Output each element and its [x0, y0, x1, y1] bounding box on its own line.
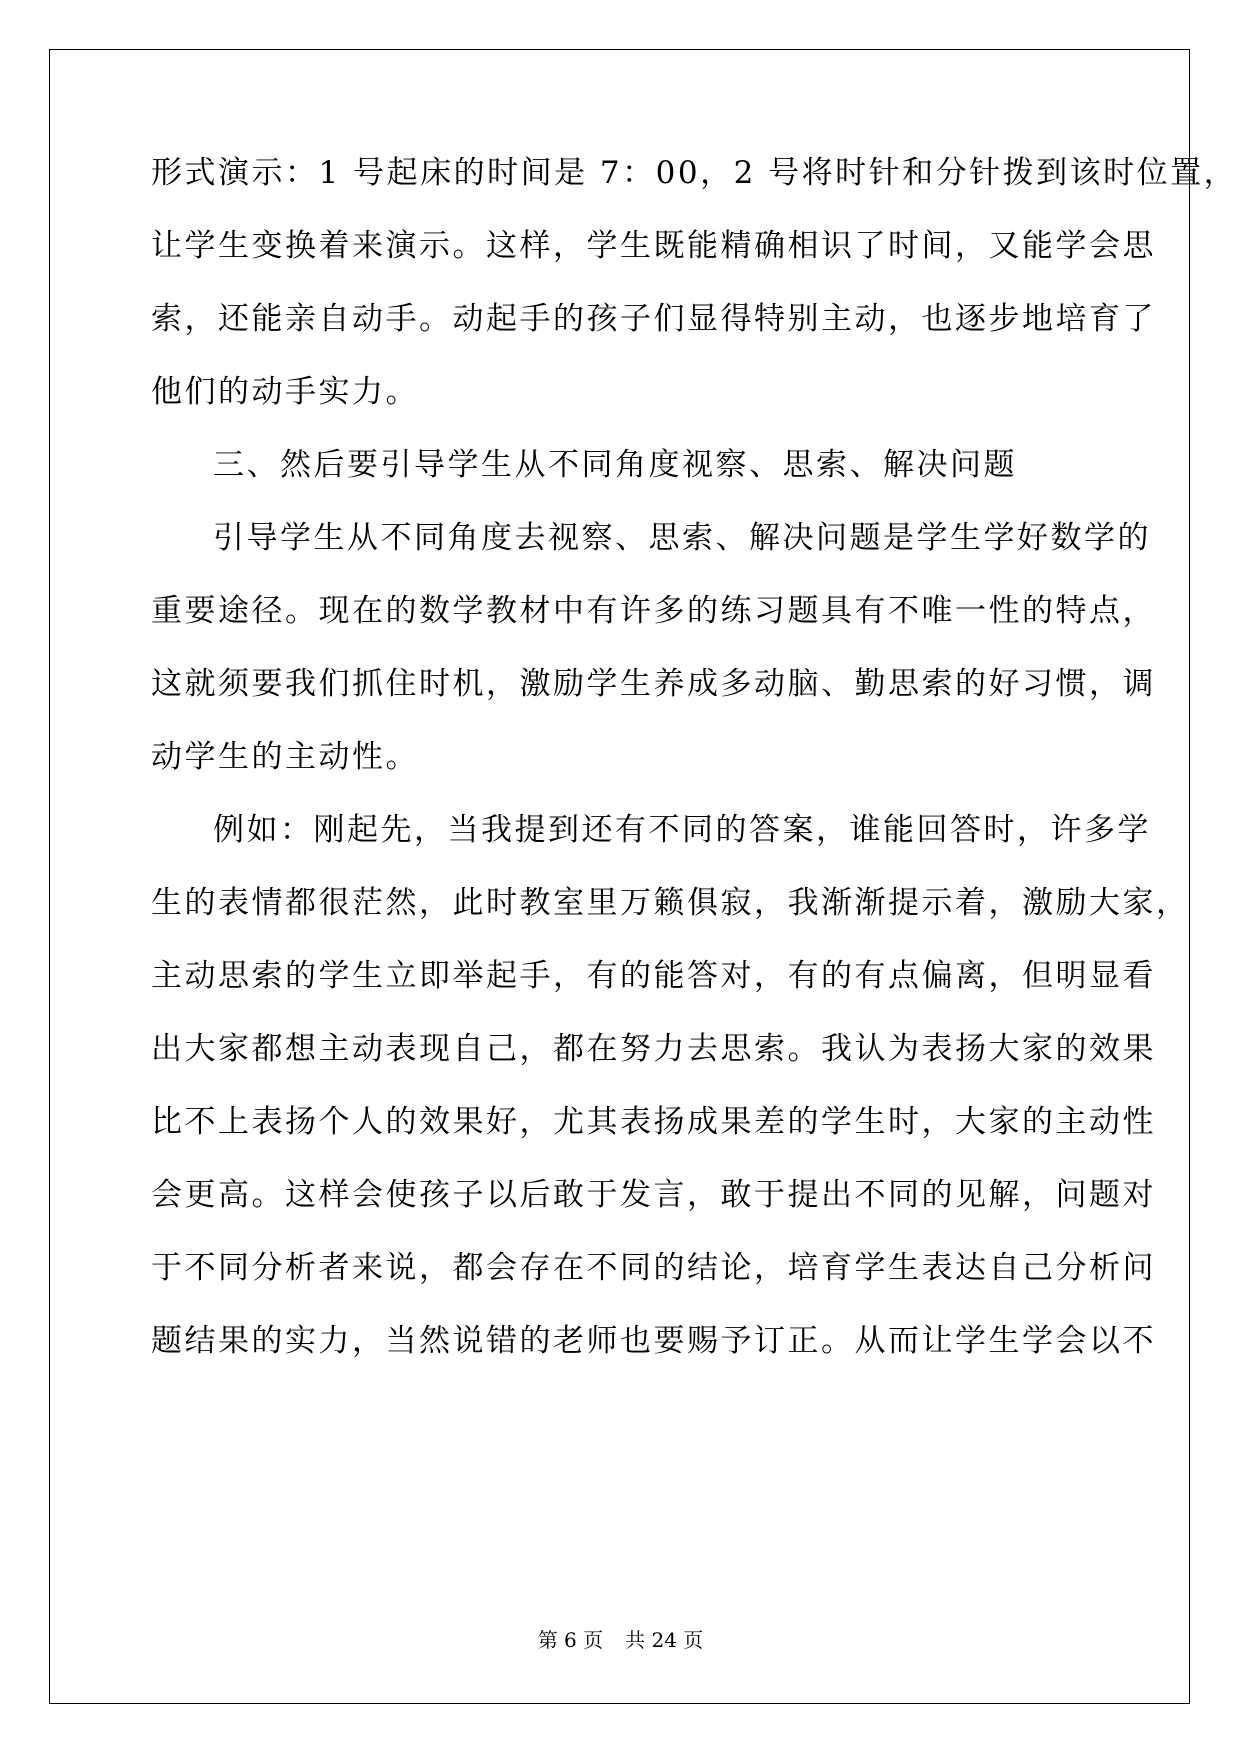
text-line-16: 于不同分析者来说，都会存在不同的结论，培育学生表达自己分析问: [151, 1250, 1156, 1286]
text-line-11: 生的表情都很茫然，此时教室里万籁俱寂，我渐渐提示着，激励大家，: [151, 885, 1190, 921]
text-line-17: 题结果的实力，当然说错的老师也要赐予订正。从而让学生学会以不: [151, 1323, 1156, 1359]
text-line-2: 让学生变换着来演示。这样，学生既能精确相识了时间，又能学会思: [151, 228, 1156, 264]
text-line-13: 出大家都想主动表现自己，都在努力去思索。我认为表扬大家的效果: [151, 1031, 1156, 1067]
text-line-9: 动学生的主动性。: [151, 739, 419, 775]
page-number: 第 6 页: [537, 1628, 604, 1652]
text-line-15: 会更高。这样会使孩子以后敢于发言，敢于提出不同的见解，问题对: [151, 1177, 1156, 1213]
page-frame: [49, 49, 1238, 1704]
text-line-6: 引导学生从不同角度去视察、思索、解决问题是学生学好数学的: [213, 520, 1151, 556]
page-footer: [0, 1628, 1241, 1652]
text-line-7: 重要途径。现在的数学教材中有许多的练习题具有不唯一性的特点，: [151, 593, 1156, 629]
text-line-8: 这就须要我们抓住时机，激励学生养成多动脑、勤思索的好习惯，调: [151, 666, 1156, 702]
text-line-14: 比不上表扬个人的效果好，尤其表扬成果差的学生时，大家的主动性: [151, 1104, 1156, 1140]
page-total: 共 24 页: [625, 1628, 704, 1652]
text-line-10: 例如：刚起先，当我提到还有不同的答案，谁能回答时，许多学: [213, 812, 1151, 848]
text-line-3: 索，还能亲自动手。动起手的孩子们显得特别主动，也逐步地培育了: [151, 301, 1156, 337]
text-line-4: 他们的动手实力。: [151, 374, 419, 410]
section-heading: 三、然后要引导学生从不同角度视察、思索、解决问题: [213, 447, 1017, 483]
text-line-1: 形式演示：1 号起床的时间是 7：00，2 号将时针和分针拨到该时位置，: [151, 155, 1238, 191]
text-line-12: 主动思索的学生立即举起手，有的能答对，有的有点偏离，但明显看: [151, 958, 1156, 994]
